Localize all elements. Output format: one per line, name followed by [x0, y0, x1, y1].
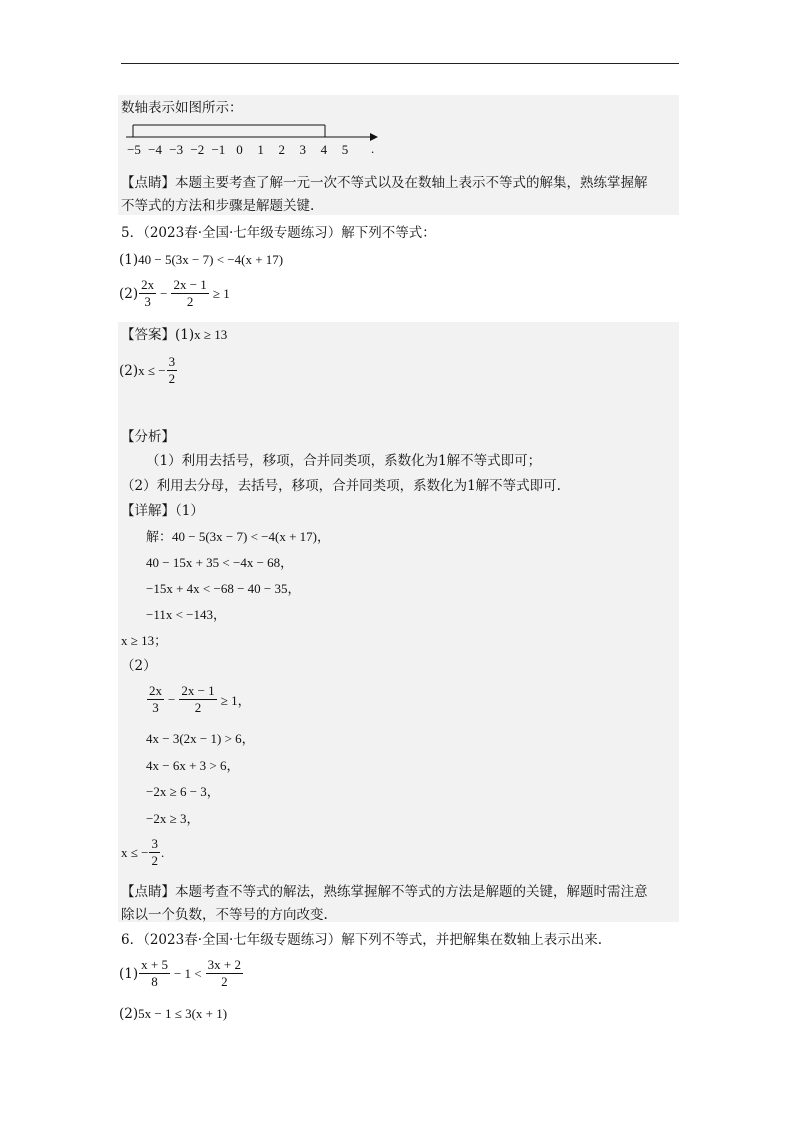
- detail-part2-step-1: $\frac{2x}{3}$ − $\frac{2x - 1}{2}$ ≥ 1，: [149, 683, 251, 715]
- number-line-figure: [118, 120, 388, 160]
- q5-p1-expr: 40 − 5(3x − 7) < −4(x + 17): [138, 252, 284, 267]
- analysis-line-1: （1）利用去括号，移项，合并同类项，系数化为1解不等式即可；: [146, 453, 542, 469]
- detail-step-3: −15x + 4x < −68 − 40 − 35，: [146, 581, 301, 596]
- answer5-frac: $\frac{3}{2}$: [168, 354, 176, 386]
- tick-label: 4: [320, 142, 328, 157]
- tick-label: 0: [236, 142, 243, 157]
- tick-label: 2: [278, 142, 285, 157]
- comment5-line-1: 【点睛】本题考查不等式的解法，熟练掌握解不等式的方法是解题的关键，解题时需注意: [121, 884, 648, 900]
- detail-step-4: −11x < −143，: [146, 607, 227, 622]
- tick-label: −2: [190, 142, 205, 157]
- q5-p1-label: (1): [119, 252, 139, 268]
- detail-step-2: 40 − 15x + 35 < −4x − 68，: [146, 555, 294, 570]
- q5-p2-frac1: $\frac{2x}{3}$: [141, 277, 155, 309]
- analysis-line-2: （2）利用去分母，去括号，移项，合并同类项，系数化为1解不等式即可.: [121, 478, 561, 494]
- q6-part1: (1) $\frac{x + 5}{8}$ − 1 < $\frac{3x + 2}{2}$: [119, 957, 241, 989]
- detail-step-1: 解：40 − 5(3x − 7) < −4(x + 17)，: [146, 529, 330, 544]
- detail-part2-step-5: −2x ≥ 3，: [146, 811, 200, 826]
- analysis-label: 【分析】: [121, 429, 175, 445]
- tick-label: 1: [257, 142, 264, 157]
- tick-label: −4: [148, 142, 163, 157]
- comment-line-1: 【点睛】本题主要考查了解一元一次不等式以及在数轴上表示不等式的解集，熟练掌握解: [121, 175, 648, 191]
- tick-label: 3: [299, 142, 307, 157]
- q5-p2-frac2: $\frac{2x - 1}{2}$: [173, 277, 207, 309]
- detail-label: 【详解】（1）: [121, 503, 204, 519]
- detail-part2-step-4: −2x ≥ 6 − 3，: [146, 784, 220, 799]
- tick-label: −1: [211, 142, 226, 157]
- detail-part2-step-2: 4x − 3(2x − 1) > 6，: [146, 731, 255, 746]
- comment-line-2: 不等式的方法和步骤是解题关键.: [121, 198, 315, 214]
- comment5-line-2: 除以一个负数，不等号的方向改变.: [121, 907, 328, 923]
- q5-part2: (2) $\frac{2x}{3}$ − $\frac{2x - 1}{2}$ ≥ 1: [119, 277, 230, 309]
- detail-part2-step-6: x ≤ − $\frac{3}{2}$ .: [121, 836, 165, 868]
- number-line-caption: 数轴表示如图所示：: [121, 100, 243, 116]
- detail-part2-label: （2）: [121, 658, 157, 674]
- answer5-line2: (2) x ≤ − $\frac{3}{2}$: [119, 354, 176, 386]
- axis-arrow: [370, 133, 378, 141]
- q6-header: 6．（2023春·全国·七年级专题练习）解下列不等式，并把解集在数轴上表示出来.: [121, 932, 603, 948]
- detail-part2-step-3: 4x − 6x + 3 > 6，: [146, 758, 240, 773]
- tick-label: −3: [169, 142, 184, 157]
- tick-label: 5: [341, 142, 349, 157]
- header-rule: [121, 63, 679, 64]
- tick-label: −5: [127, 142, 141, 157]
- q5-part1: [119, 250, 283, 270]
- q6-part2: (2)5x − 1 ≤ 3(x + 1): [119, 1006, 228, 1022]
- q5-p2-label: (2): [119, 285, 139, 302]
- detail-step-5: x ≥ 13；: [121, 633, 168, 648]
- q5-header: 5．（2023春·全国·七年级专题练习）解下列不等式：: [121, 225, 436, 241]
- end-period: .: [371, 141, 375, 156]
- answer5-line1: 【答案】(1)x ≥ 13: [121, 327, 228, 343]
